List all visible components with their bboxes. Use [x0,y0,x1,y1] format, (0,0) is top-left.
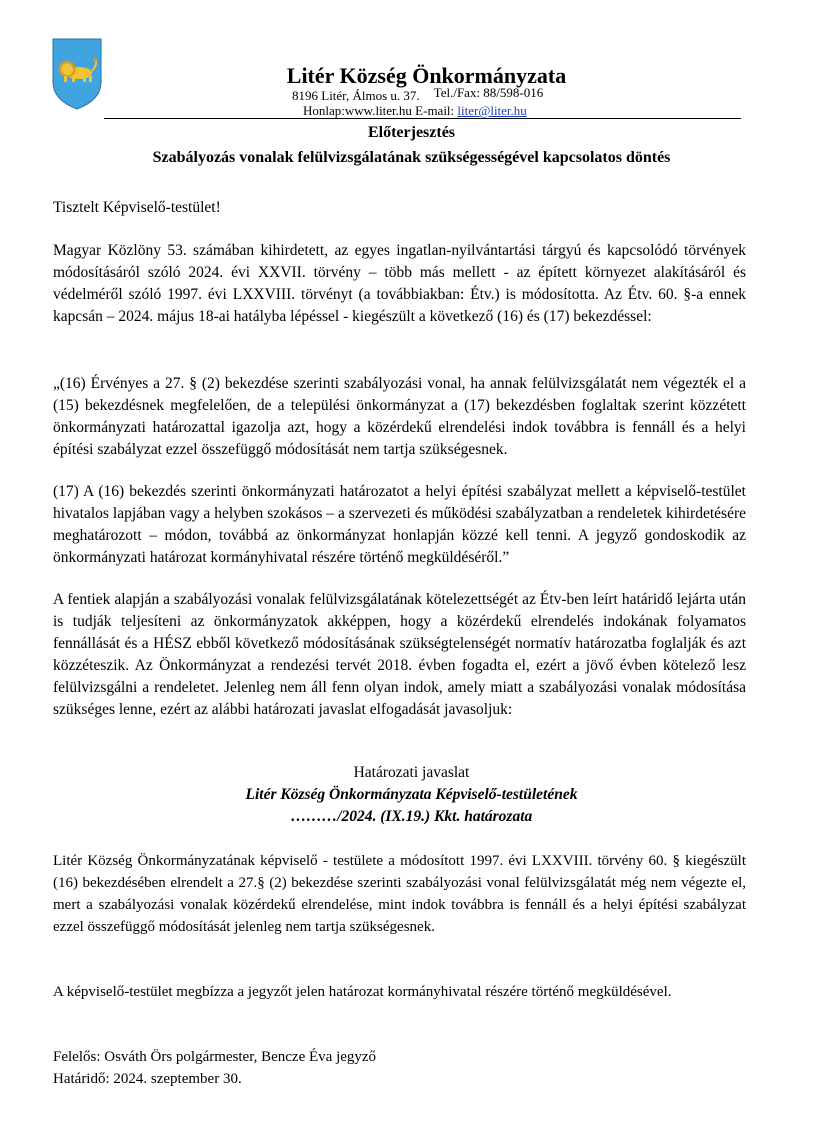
email-link[interactable]: liter@liter.hu [457,103,527,118]
deadline-line: Határidő: 2024. szeptember 30. [53,1071,242,1087]
intro-paragraph: Magyar Közlöny 53. számában kihirdetett, az egyes ingatlan-nyilvántartási tárgyú és kapcsolódó törvények módosításáról szóló 2024. évi XXVII. törvény – több más mellett - az épített környezet alakításáról és védelméről szóló 1997. évi LXXVIII. törvényt (a továbbiakban: Étv.) is módosította. Az Étv. 60. §-a ennek kapcsán – 2024. május 18-ai hatályba lépéssel - kiegészült a következő (16) és (17) bekezdéssel: [53,242,746,325]
resolution-body: Litér Község Önkormányzata Képviselő-testületének [245,786,578,803]
phone: Tel./Fax: 88/598-016 [433,85,544,100]
letterhead-divider [104,118,741,119]
responsible-line: Felelős: Osváth Örs polgármester, Bencze Éva jegyző [53,1049,377,1065]
contact-line [303,103,527,119]
document-title: Előterjesztés [367,124,456,141]
mandate-paragraph: A képviselő-testület megbízza a jegyzőt jelen határozat kormányhivatal részére történő megküldésével. [53,984,672,1000]
resolution-number: ………/2024. (IX.19.) Kkt. határozata [290,808,533,825]
organization-name: Litér Község Önkormányzata [286,63,567,88]
resolution-text: Litér Község Önkormányzatának képviselő - testülete a módosított 1997. évi LXXVIII. törvény 60. § kiegészült (16) bekezdésében elrendelt a 27.§ (2) bekezdése szerinti szabályozási vonal felülvizsgálatát még nem végezte el, mert a szabályozási vonalak közérdekű elrendelése, mint indok továbbra is fennáll és a helyi építési szabályzat ezzel összefüggő módosítását jelenleg nem tartja szükségesnek. [53,853,746,935]
address-line [292,85,544,104]
document-subtitle: Szabályozás vonalak felülvizsgálatának szükségességével kapcsolatos döntés [152,149,671,166]
address: 8196 Litér, Álmos u. 37. [292,88,420,103]
greeting: Tisztelt Képviselő-testület! [53,199,221,216]
quote-paragraph-16: „(16) Érvényes a 27. § (2) bekezdése szerinti szabályozási vonal, ha annak felülvizsgálatát nem végezték el a (15) bekezdésnek megfelelően, de a települési önkormányzat a (17) bekezdésben foglaltak szerint közzétett önkormányzati határozattal igazolja azt, hogy a közérdekű elrendelési indok továbbra is fennáll és a helyi építési szabályzat ezzel összefüggő módosítását nem tartja szükségesnek. [53,375,746,458]
website: Honlap:www.liter.hu E-mail: [303,103,458,118]
quote-paragraph-17: (17) A (16) bekezdés szerinti önkormányzati határozatot a helyi építési szabályzat mellett a képviselő-testület hivatalos lapjában vagy a helyben szokásos – a szervezeti és működési szabályzatban a rendeletek kihirdetésére meghatározott – módon, továbbá az önkormányzat honlapján közzé kell tenni. A jegyző gondoskodik az önkormányzati határozat kormányhivatal részére történő megküldéséről.” [53,483,746,566]
justification-paragraph: A fentiek alapján a szabályozási vonalak felülvizsgálatának kötelezettségét az Étv-ben leírt határidő lejárta után is tudják teljesíteni az önkormányzatok akképpen, hogy a közérdekű elrendelés indokának folyamatos fennállását és a HÉSZ ebből következő módosításának szükségtelenségét normatív határozatba foglalják és azt közzéteszik. Az Önkormányzat a rendezési tervét 2018. évben fogadta el, ezért a jövő évben kötelező lesz felülvizsgálni a rendeletet. Jelenleg nem áll fenn olyan indok, amely miatt a szabályozási vonalak módosítása szükséges lenne, ezért az alábbi határozati javaslat elfogadását javasoljuk: [53,591,746,718]
resolution-title: Határozati javaslat [353,764,470,781]
